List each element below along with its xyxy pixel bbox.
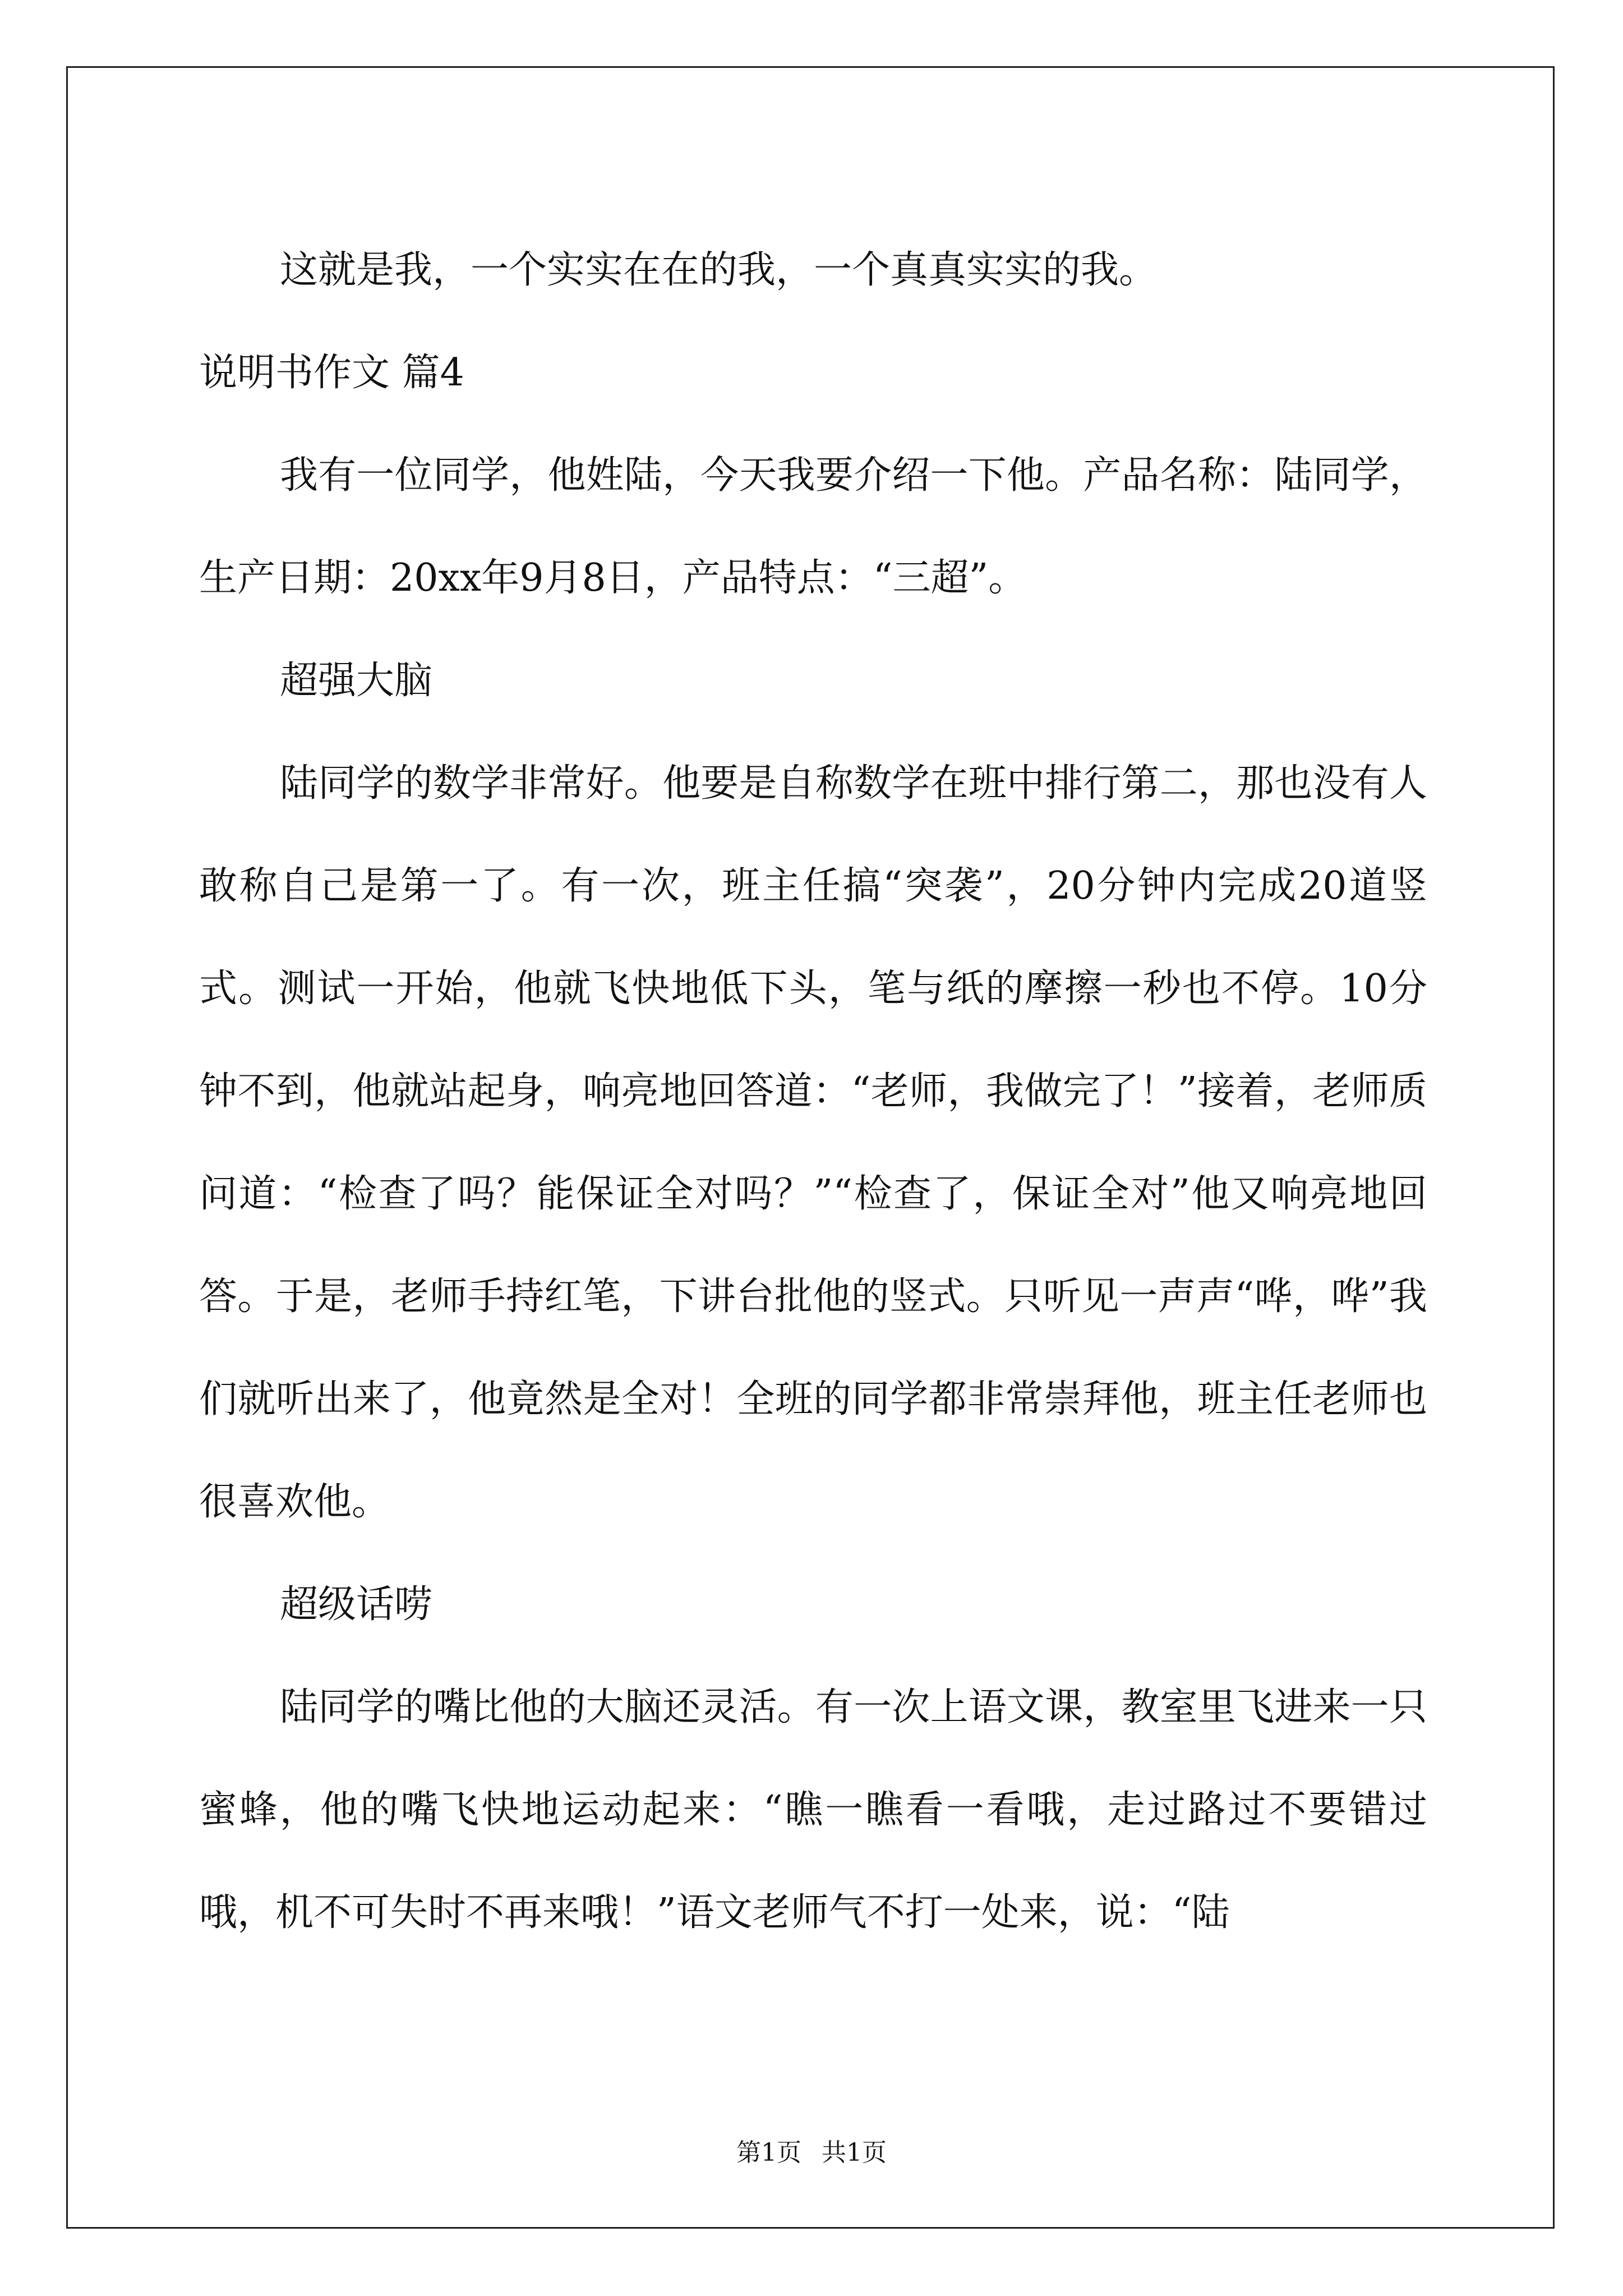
paragraph-intro-closing: 这就是我，一个实实在在的我，一个真真实实的我。 (280, 248, 1158, 292)
subheading-super-brain: 超强大脑 (280, 659, 433, 703)
paragraph-super-brain: 陆同学的数学非常好。他要是自称数学在班中排行第二，那也没有人敢称自己是第一了。有一次，班主任搞“突袭”，20分钟内完成20道竖式。测试一开始，他就飞快地低下头，笔与纸的摩擦一秒也不停。10分钟不到，他就站起身，响亮地回答道：“老师，我做完了！”接着，老师质问道：“检查了吗？能保证全对吗？”“检查了，保证全对”他又响亮地回答。于是，老师手持红笔，下讲台批他的竖式。只听见一声声“哗，哗”我们就听出来了，他竟然是全对！全班的同学都非常崇拜他，班主任老师也很喜欢他。 (199, 761, 1427, 1524)
paragraph-introduction: 我有一位同学，他姓陆，今天我要介绍一下他。产品名称：陆同学，生产日期：20xx年9月8日，产品特点：“三超”。 (199, 453, 1427, 600)
subheading-super-talker: 超级话唠 (280, 1582, 433, 1627)
page-footer (0, 2136, 1623, 2170)
document-body (199, 219, 1427, 1964)
section-heading: 说明书作文 篇4 (199, 351, 464, 395)
page-total: 共1页 (822, 2138, 887, 2167)
page-number: 第1页 (736, 2138, 801, 2167)
paragraph-super-talker: 陆同学的嘴比他的大脑还灵活。有一次上语文课，教室里飞进来一只蜜蜂，他的嘴飞快地运动起来：“瞧一瞧看一看哦，走过路过不要错过哦，机不可失时不再来哦！”语文老师气不打一处来，说：“陆 (199, 1685, 1427, 1935)
